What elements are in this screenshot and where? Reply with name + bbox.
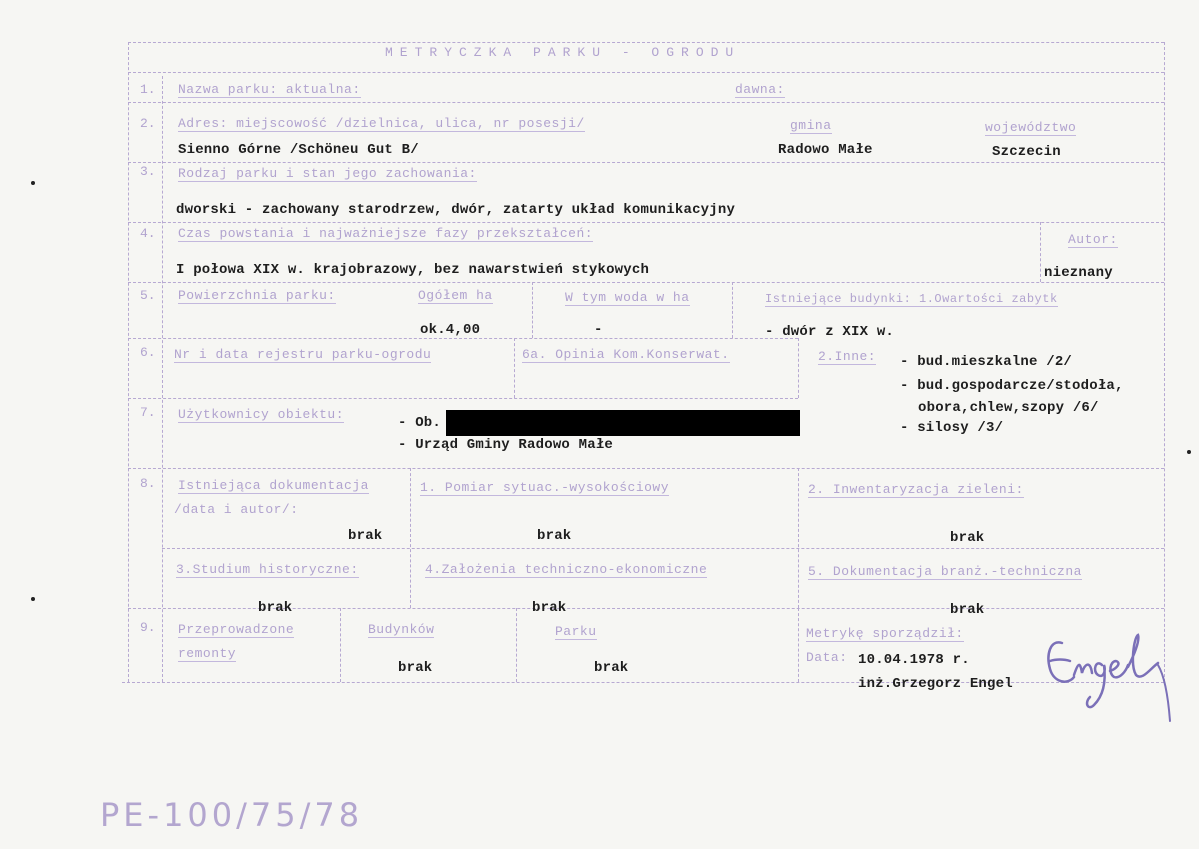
row-number: 8. <box>140 476 156 491</box>
label-dawna: dawna: <box>735 82 785 97</box>
label-istniejaca-dokumentacja: Istniejąca dokumentacja <box>178 478 369 493</box>
row-number: 1. <box>140 82 156 97</box>
value-brak: brak <box>398 660 433 676</box>
row-number: 9. <box>140 620 156 635</box>
margin-dot <box>31 597 35 601</box>
value-budynki-zabytkowe: - dwór z XIX w. <box>765 324 895 340</box>
column-divider <box>732 282 733 338</box>
row-divider <box>128 468 1164 469</box>
label-budynkow: Budynków <box>368 622 435 637</box>
row-number: 6. <box>140 345 156 360</box>
row-number: 4. <box>140 226 156 241</box>
label-ogolem: Ogółem ha <box>418 288 493 303</box>
value-rodzaj-parku: dworski - zachowany starodrzew, dwór, zatarty układ komunikacyjny <box>176 202 736 218</box>
redaction-bar <box>446 410 800 436</box>
label-metryke-sporzadzil: Metrykę sporządził: <box>806 626 964 641</box>
value-brak: brak <box>532 600 567 616</box>
label-parku: Parku <box>555 624 597 639</box>
signature <box>1040 625 1180 725</box>
column-divider <box>516 608 517 682</box>
value-brak: brak <box>594 660 629 676</box>
label-gmina: gmina <box>790 118 832 133</box>
value-adres: Sienno Górne /Schöneu Gut B/ <box>178 142 419 158</box>
row-divider <box>128 72 1164 73</box>
row-divider <box>128 162 1164 163</box>
row-number: 2. <box>140 116 156 131</box>
row-divider <box>128 398 798 399</box>
label-rodzaj-parku: Rodzaj parku i stan jego zachowania: <box>178 166 477 181</box>
label-powierzchnia: Powierzchnia parku: <box>178 288 336 303</box>
value-brak: brak <box>348 528 383 544</box>
value-ogolem: ok.4,00 <box>420 322 481 338</box>
value-sporzadzil: inż.Grzegorz Engel <box>858 676 1013 692</box>
label-inwentaryzacja: 2. Inwentaryzacja zieleni: <box>808 482 1024 497</box>
value-brak: brak <box>950 530 985 546</box>
value-brak: brak <box>537 528 572 544</box>
column-divider <box>340 608 341 682</box>
value-inne-4: - silosy /3/ <box>900 420 1004 436</box>
value-inne-2: - bud.gospodarcze/stodoła, <box>900 378 1124 394</box>
value-brak: brak <box>950 602 985 618</box>
label-w-tym-woda: W tym woda w ha <box>565 290 690 305</box>
value-autor: nieznany <box>1044 265 1113 281</box>
value-uzytkownik-1: - Ob. <box>398 415 442 431</box>
row-divider <box>128 282 1164 283</box>
value-wojewodztwo: Szczecin <box>992 144 1061 160</box>
column-divider <box>514 338 515 398</box>
label-autor: Autor: <box>1068 232 1118 247</box>
label-uzytkownicy: Użytkownicy obiektu: <box>178 407 345 422</box>
label-zalozenia: 4.Założenia techniczno-ekonomiczne <box>425 562 708 577</box>
label-nr-rejestru: Nr i data rejestru parku-ogrodu <box>174 347 432 362</box>
column-divider <box>532 282 533 338</box>
label-dokumentacja-branzowa: 5. Dokumentacja branż.-techniczna <box>808 564 1082 579</box>
margin-dot <box>31 181 35 185</box>
row-number: 7. <box>140 405 156 420</box>
label-czas-powstania: Czas powstania i najważniejsze fazy przekształceń: <box>178 226 594 241</box>
value-brak: brak <box>258 600 293 616</box>
value-czas-powstania: I połowa XIX w. krajobrazowy, bez nawarstwień stykowych <box>176 262 650 278</box>
label-przeprowadzone: Przeprowadzone <box>178 622 295 637</box>
label-wojewodztwo: województwo <box>985 120 1077 135</box>
row-divider <box>128 102 1164 103</box>
archive-mark: PE-100/75/78 <box>100 796 364 834</box>
label-data-autor: /data i autor/: <box>174 502 299 517</box>
form-right-border <box>1164 42 1165 682</box>
value-inne-3: obora,chlew,szopy /6/ <box>918 400 1099 416</box>
row-number: 5. <box>140 288 156 303</box>
form-top-border <box>128 42 1164 43</box>
column-divider <box>1040 222 1041 282</box>
column-divider <box>798 608 799 682</box>
value-gmina: Radowo Małe <box>778 142 873 158</box>
column-divider <box>410 468 411 608</box>
row-divider <box>128 222 1164 223</box>
label-istniejace-budynki: Istniejące budynki: 1.Owartości zabytk <box>765 292 1058 306</box>
value-w-tym-woda: - <box>594 322 603 338</box>
label-pomiar: 1. Pomiar sytuac.-wysokościowy <box>420 480 670 495</box>
label-opinia-konserwatora: 6a. Opinia Kom.Konserwat. <box>522 347 730 362</box>
row-divider <box>128 338 798 339</box>
number-column-divider <box>162 76 163 682</box>
form-left-border <box>128 42 129 682</box>
label-nazwa-parku: Nazwa parku: aktualna: <box>178 82 361 97</box>
label-data: Data: <box>806 650 848 665</box>
row-divider <box>162 548 1164 549</box>
label-inne-budynki: 2.Inne: <box>818 349 877 364</box>
label-studium: 3.Studium historyczne: <box>176 562 359 577</box>
value-data: 10.04.1978 r. <box>858 652 970 668</box>
value-inne-1: - bud.mieszkalne /2/ <box>900 354 1073 370</box>
value-uzytkownik-2: - Urząd Gminy Radowo Małe <box>398 437 614 453</box>
label-remonty: remonty <box>178 646 237 661</box>
label-adres: Adres: miejscowość /dzielnica, ulica, nr posesji/ <box>178 116 585 131</box>
row-number: 3. <box>140 164 156 179</box>
column-divider <box>798 338 799 398</box>
form-title: METRYCZKA PARKU - OGRODU <box>385 45 741 60</box>
column-divider <box>798 468 799 608</box>
margin-dot <box>1187 450 1191 454</box>
